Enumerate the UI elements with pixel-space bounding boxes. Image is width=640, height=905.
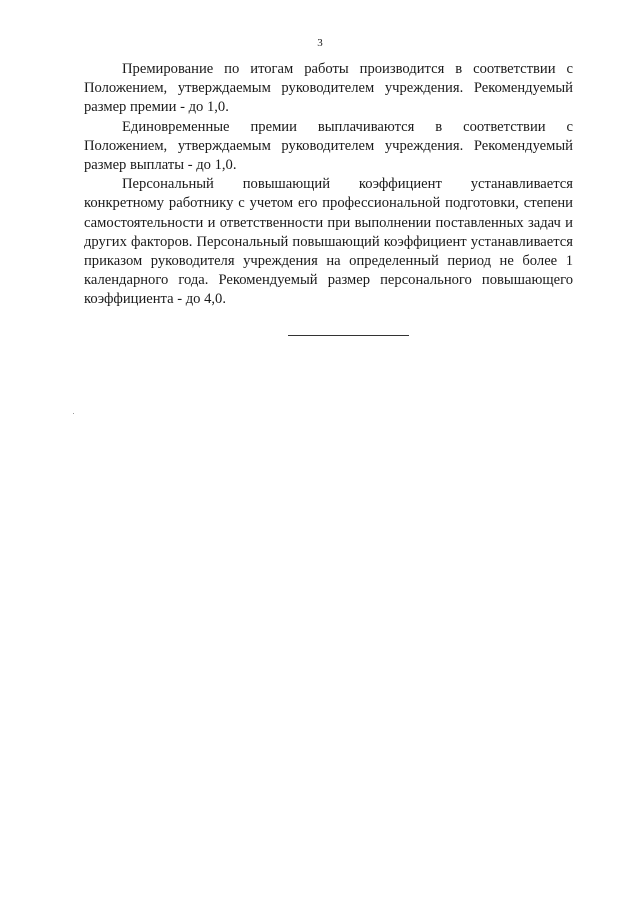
paragraph-one-time-bonus: Единовременные премии выплачиваются в соответствии с Положением, утверждаемым руководителем учреждения. Рекомендуемый размер выплаты - до 1,0. (84, 118, 573, 174)
paragraph-bonus-results: Премирование по итогам работы производится в соответствии с Положением, утверждаемым руководителем учреждения. Рекомендуемый размер премии - до 1,0. (84, 61, 573, 116)
paragraph-personal-coefficient: Персональный повышающий коэффициент устанавливается конкретному работнику с учетом его профессиональной подготовки, степени самостоятельности и ответственности при выполнении поставленных задач и других факторов. Персональный повышающий коэффициент устанавливается приказом руководителя учреждения на определенный период не более 1 календарного года. Рекомендуемый размер персонального повышающего коэффициента - до 4,0. (84, 176, 573, 308)
page-number: 3 (317, 37, 323, 49)
scan-speck (73, 413, 74, 414)
end-divider-line (288, 335, 409, 336)
document-body (84, 60, 573, 310)
